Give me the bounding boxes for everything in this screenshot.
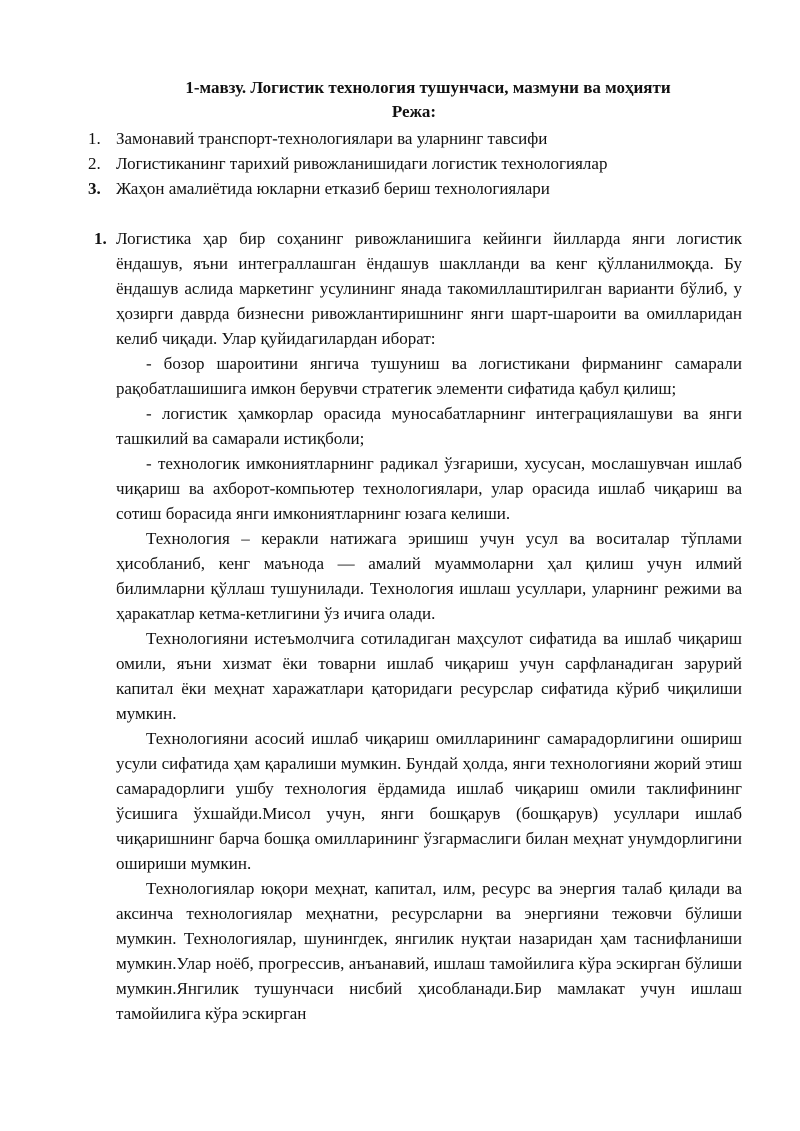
paragraph: Технологиялар юқори меҳнат, капитал, илм, ресурс ва энергия талаб қилади ва аксинча технологиялар меҳнатни, ресурсларни ва энергияни тежовчи бўлиши мумкин. Технологиялар, шунингдек, янгилик нуқтаи назаридан ҳам таснифланиши мумкин.Улар ноёб, прогрессив, анъанавий, ишлаш тамойилига кўра эскирган бўлиши мумкин.Янгилик тушунчаси нисбий ҳисобланади.Бир мамлакат учун ишлаш тамойилига кўра эскирган bbox=[116, 879, 742, 1023]
plan-item bbox=[88, 151, 748, 176]
document-title: 1-мавзу. Логистик технология тушунчаси, мазмуни ва моҳияти bbox=[185, 78, 671, 97]
paragraph: Технологияни асосий ишлаб чиқариш омилларининг самарадорлигини ошириш усули сифатида ҳам қаралиши мумкин. Бундай ҳолда, янги технологияни жорий этиш самарадорлиги ушбу технология ёрдамида ишлаб чиқариш омили таклифининг ўсишига ўхшайди.Мисол учун, янги бошқарув (бошқарув) усуллари ишлаб чиқаришнинг барча бошқа омилларининг ўзгармаслиги билан меҳнат унумдорлигини ошириши мумкин. bbox=[116, 729, 742, 873]
plan-item bbox=[88, 176, 748, 201]
plan-item bbox=[88, 126, 748, 151]
plan-list bbox=[88, 126, 748, 201]
plan-item-number: 3. bbox=[88, 179, 101, 198]
plan-heading: Режа: bbox=[391, 102, 437, 121]
section-body bbox=[116, 226, 742, 1026]
bullet-paragraph: - логистик ҳамкорлар орасида муносабатларнинг интеграциялашуви ва янги ташкилий ва самарали истиқболи; bbox=[116, 404, 742, 448]
bullet-paragraph: - бозор шароитини янгича тушуниш ва логистикани фирманинг самарали рақобатлашишига имкон берувчи стратегик элементи сифатида қабул қилиш; bbox=[116, 354, 742, 398]
section-number: 1. bbox=[94, 229, 107, 248]
plan-item-text: Замонавий транспорт-технологиялари ва уларнинг тавсифи bbox=[116, 129, 548, 148]
paragraph: Логистика ҳар бир соҳанинг ривожланишига кейинги йилларда янги логистик ёндашув, яъни интеграллашган ёндашув шаклланди ва кенг қўлланилмоқда. Бу ёндашув аслида маркетинг усулининг янада такомиллаштирилган варианти бўлиб, у ҳозирги даврда бизнесни ривожлантиришнинг янги шарт-шароити ва омилларидан келиб чиқади. Улар қуйидагилардан иборат: bbox=[116, 229, 742, 348]
plan-item-number: 2. bbox=[88, 154, 101, 173]
plan-item-number: 1. bbox=[88, 129, 101, 148]
plan-item-text: Логистиканинг тарихий ривожланишидаги логистик технологиялар bbox=[116, 154, 608, 173]
bullet-paragraph: - технологик имкониятларнинг радикал ўзгариши, хусусан, мослашувчан ишлаб чиқариш ва ахборот-компьютер технологиялари, улар орасида ишлаб чиқариш ва сотиш борасида янги имкониятларнинг юзага келиши. bbox=[116, 454, 742, 523]
paragraph: Технологияни истеъмолчига сотиладиган маҳсулот сифатида ва ишлаб чиқариш омили, яъни хизмат ёки товарни ишлаб чиқариш учун сарфланадиган зарурий капитал ёки меҳнат харажатлари қаторидаги ресурслар сифатида кўриб чиқилиши мумкин. bbox=[116, 629, 742, 723]
plan-item-text: Жаҳон амалиётида юкларни етказиб бериш технологиялари bbox=[116, 179, 550, 198]
paragraph: Технология – керакли натижага эришиш учун усул ва воситалар тўплами ҳисобланиб, кенг маънода — амалий муаммоларни ҳал қилиш учун илмий билимларни қўллаш тушунилади. Технология ишлаш усуллари, уларнинг режими ва ҳаракатлар кетма-кетлигини ўз ичига олади. bbox=[116, 529, 742, 623]
